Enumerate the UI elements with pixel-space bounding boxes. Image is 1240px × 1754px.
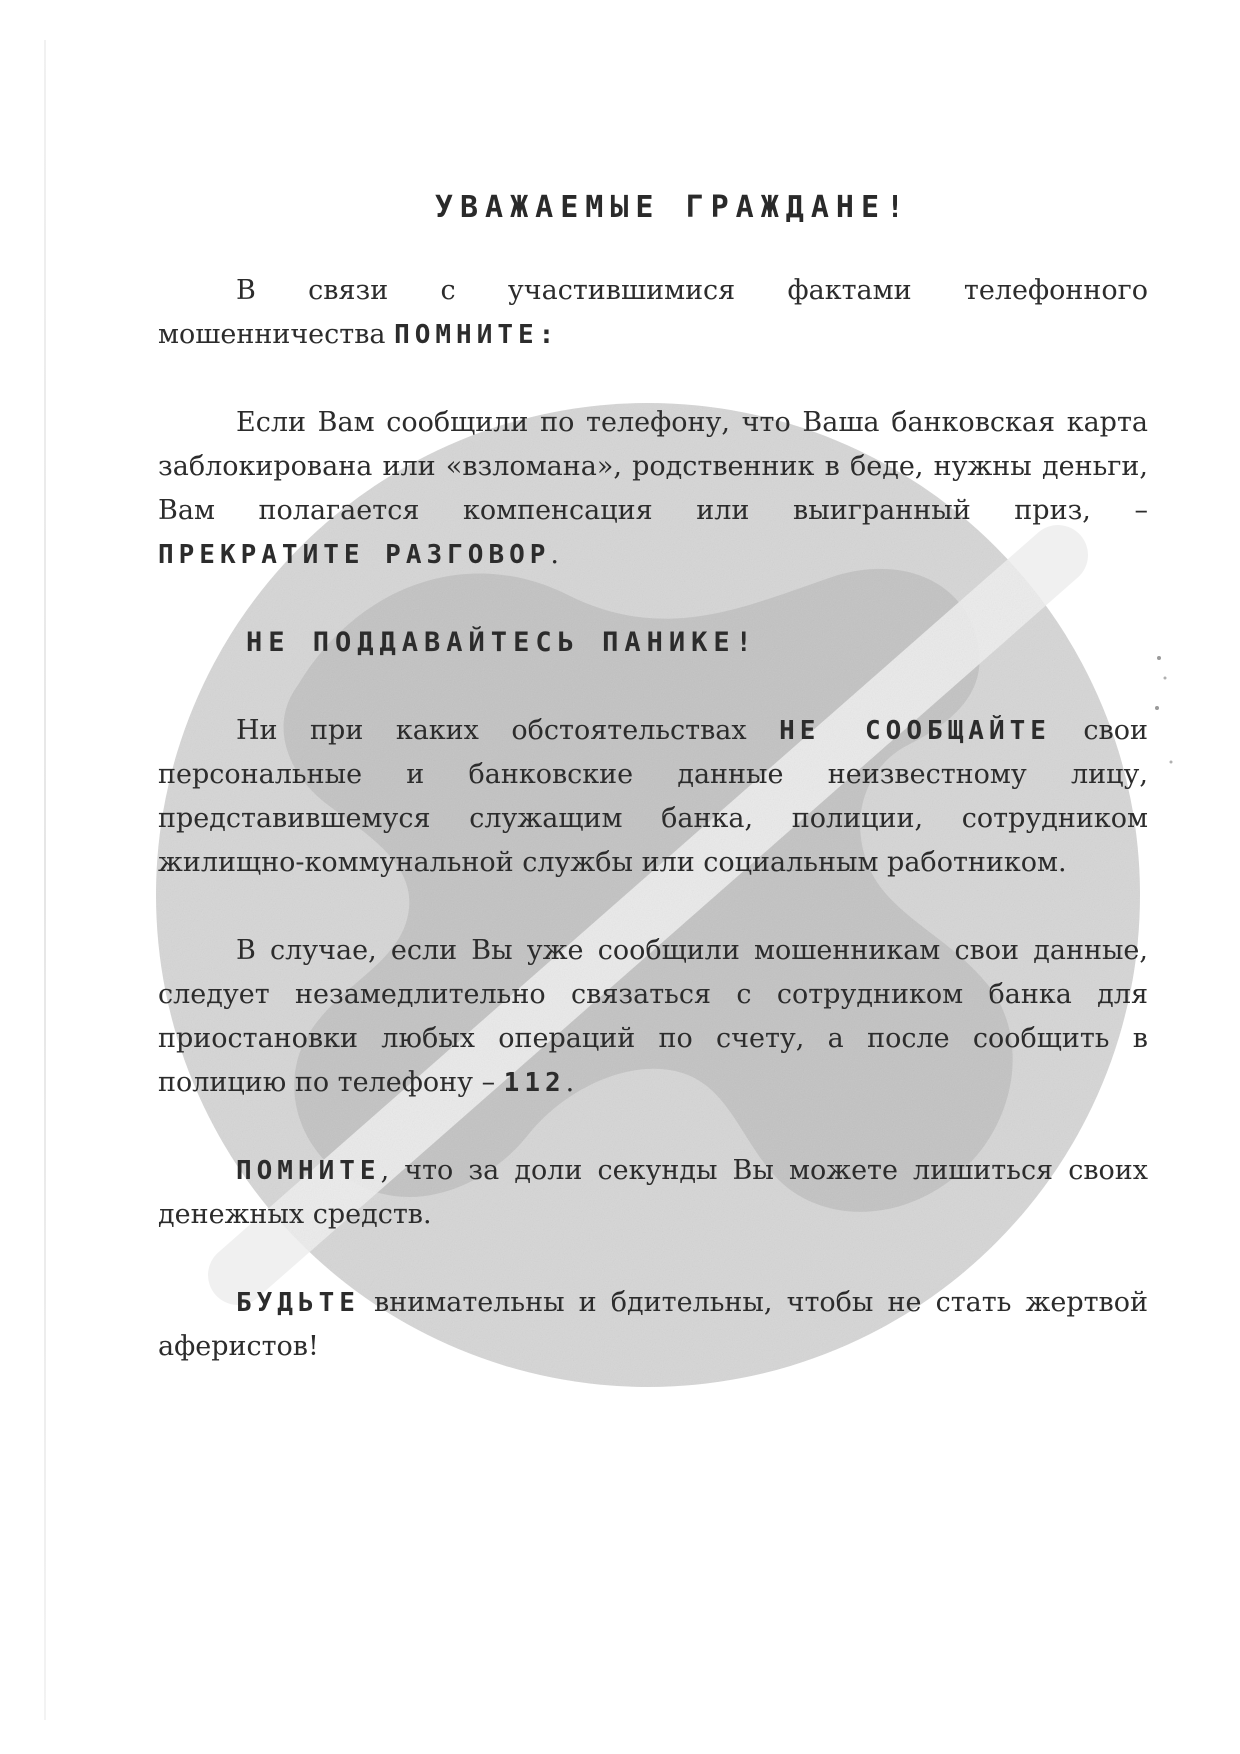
- do-not-share-text: свои персональные и банковские данные неизвестному лицу, представившемуся служащим банка, полиции, сотрудником жилищно-коммунальной службы или социальным работником.: [158, 715, 1149, 878]
- paragraph-do-not-share: [158, 709, 1148, 885]
- remember-emphasis: ПОМНИТЕ: [236, 1156, 381, 1186]
- if-shared-text: В случае, если Вы уже сообщили мошенникам свои данные, следует незамедлительно связаться с сотрудником банка для приостановки любых операций по счету, а после сообщить в полицию по телефону –: [158, 935, 1148, 1098]
- intro-emphasis: ПОМНИТЕ:: [394, 320, 560, 350]
- paragraph-be-vigilant: [158, 1281, 1148, 1369]
- paragraph-stop-call: [158, 401, 1148, 577]
- paragraph-remember: [158, 1149, 1148, 1237]
- stop-call-tail: .: [550, 539, 560, 570]
- stop-call-emphasis: ПРЕКРАТИТЕ РАЗГОВОР: [158, 540, 551, 570]
- if-shared-tail: .: [565, 1067, 575, 1098]
- do-not-share-lead: Ни при каких обстоятельствах: [236, 715, 780, 746]
- police-number: 112: [503, 1068, 566, 1098]
- document-title: УВАЖАЕМЫЕ ГРАЖДАНЕ!: [434, 190, 912, 225]
- be-vigilant-text: внимательны и бдительны, чтобы не стать жертвой аферистов!: [158, 1287, 1148, 1362]
- scan-specks: [1145, 650, 1175, 770]
- do-not-share-emphasis: НЕ СООБЩАЙТЕ: [779, 716, 1051, 746]
- paragraph-intro: [158, 269, 1148, 357]
- intro-text: В связи с участившимися фактами телефонного мошенничества: [158, 275, 1148, 350]
- be-vigilant-emphasis: БУДЬТЕ: [236, 1288, 360, 1318]
- remember-text: , что за доли секунды Вы можете лишиться своих денежных средств.: [158, 1155, 1148, 1230]
- document-body: [158, 190, 1148, 1369]
- stop-call-text: Если Вам сообщили по телефону, что Ваша банковская карта заблокирована или «взломана», родственник в беде, нужны деньги, Вам полагается компенсация или выигранный приз, –: [158, 407, 1148, 526]
- paragraph-if-shared: [158, 929, 1148, 1105]
- heading-no-panic: НЕ ПОДДАВАЙТЕСЬ ПАНИКЕ!: [246, 627, 758, 658]
- scan-edge-line: [44, 40, 46, 1720]
